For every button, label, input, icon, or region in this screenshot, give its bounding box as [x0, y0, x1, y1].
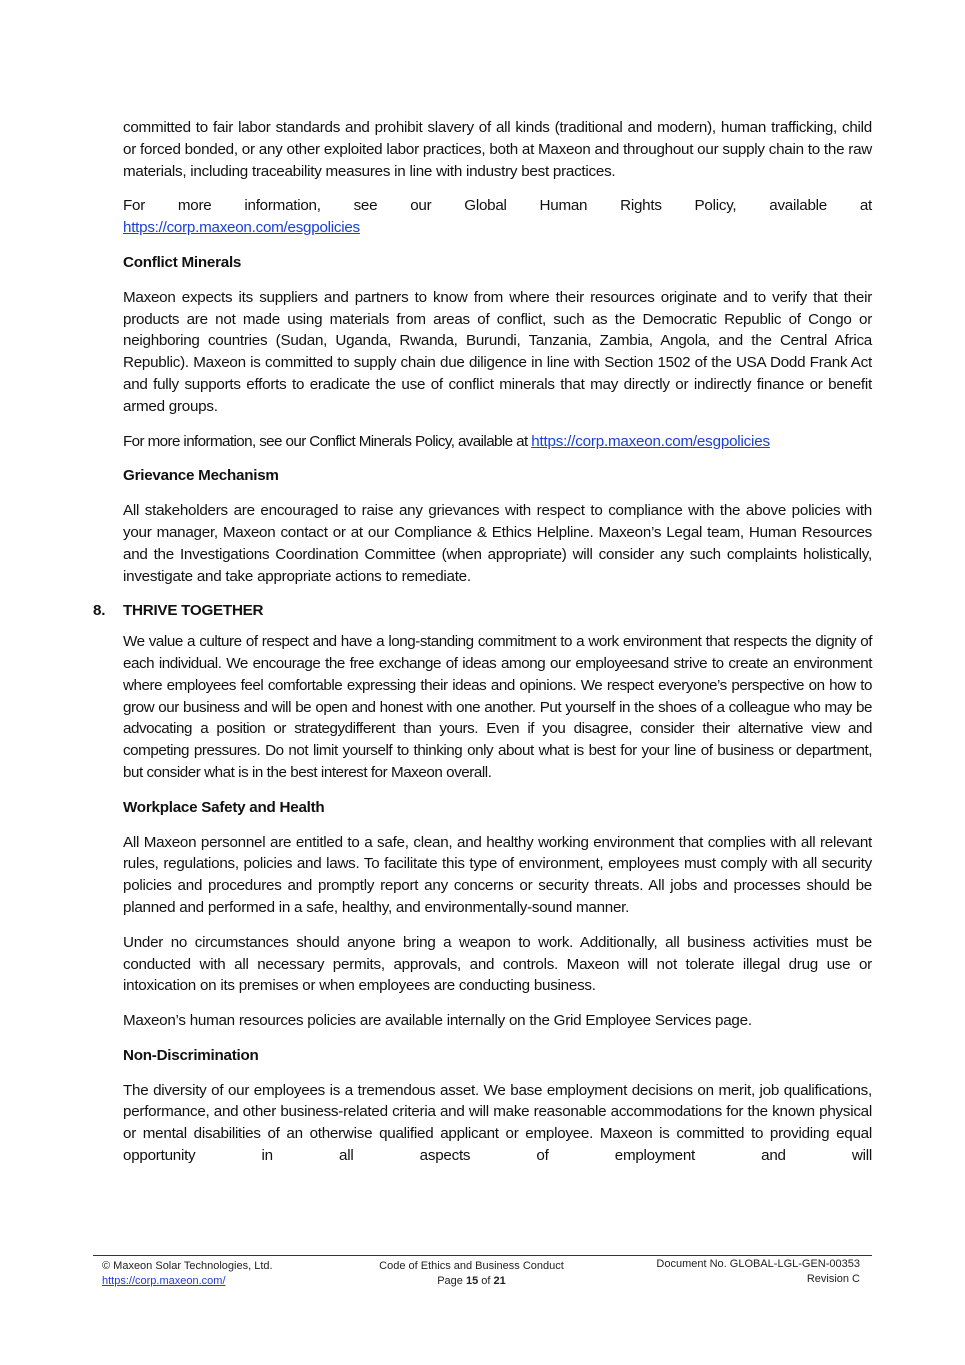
page-footer [93, 1255, 872, 1287]
paragraph-conflict-minerals-policy [123, 431, 872, 453]
conflict-minerals-policy-text: For more information, see our Conflict Minerals Policy, available at [123, 432, 532, 450]
page-body [93, 117, 872, 1180]
human-rights-policy-link[interactable]: https://corp.maxeon.com/esgpolicies [123, 219, 360, 237]
page-of: of [478, 1275, 494, 1287]
footer-right [656, 1257, 860, 1287]
heading-workplace-safety: Workplace Safety and Health [123, 798, 325, 816]
paragraph-hr-policies: Maxeon’s human resources policies are available internally on the Grid Employee Services page. [123, 1012, 752, 1030]
section-title: THRIVE TOGETHER [123, 602, 264, 620]
paragraph-thrive-together: We value a culture of respect and have a long-standing commitment to a work environment that respects the dignity of each individual. We encourage the free exchange of ideas among our employeesand strive to create an environment where employees feel comfortable expressing their ideas and opinions. We respect everyone’s perspective on how to grow our business and will be open and honest with one another. Put yourself in the shoes of a colleague who may be advocating a position or strategydifferent than yours. Even if you disagree, consider their alternative view and competing pressures. Do not limit yourself to thinking only about what is best for your line of business or department, but consider what is in the best interest for Maxeon overall. [123, 633, 872, 781]
conflict-minerals-policy-link[interactable]: https://corp.maxeon.com/esgpolicies [531, 432, 770, 450]
footer-revision: Revision C [806, 1273, 860, 1285]
paragraph-non-discrimination: The diversity of our employees is a tremendous asset. We base employment decisions on merit, job qualifications, performance, and other business-related criteria and will make reasonable accommodations for the known physical or mental disabilities of an otherwise qualified applicant or employee. Maxeon is committed to providing equal opportunity in all aspects of employment and will [123, 1081, 872, 1165]
section-heading-thrive-together [93, 600, 872, 622]
human-rights-policy-text: For more information, see our Global Human Rights Policy, available at [123, 197, 872, 215]
footer-doc-title: Code of Ethics and Business Conduct [379, 1260, 564, 1272]
paragraph-weapons-drugs: Under no circumstances should anyone bring a weapon to work. Additionally, all business activities must be conducted with all necessary permits, approvals, and controls. Maxeon will not tolerate illegal drug use or intoxication on its premises or when employees are conducting business. [123, 933, 872, 995]
page-prefix: Page [437, 1275, 466, 1287]
paragraph-conflict-minerals: Maxeon expects its suppliers and partners to know from where their resources originate and to verify that their products are not made using materials from areas of conflict, such as the Democratic Republic of Congo or neighboring countries (Sudan, Uganda, Rwanda, Burundi, Tanzania, Zambia, Angola, and the Central Africa Republic). Maxeon is committed to supply chain due diligence in line with Section 1502 of the USA Dodd Frank Act and fully supports efforts to eradicate the use of conflict minerals that may directly or indirectly finance or benefit armed groups. [123, 288, 872, 415]
heading-conflict-minerals: Conflict Minerals [123, 253, 242, 271]
paragraph-labor-standards: committed to fair labor standards and prohibit slavery of all kinds (traditional and modern), human trafficking, child or forced bonded, or any other exploited labor practices, both at Maxeon and throughout our supply chain to the raw materials, including traceability measures in line with industry best practices. [123, 119, 872, 180]
footer-copyright: © Maxeon Solar Technologies, Ltd. [102, 1260, 273, 1272]
paragraph-grievance: All stakeholders are encouraged to raise any grievances with respect to compliance with the above policies with your manager, Maxeon contact or at our Compliance & Ethics Helpline. Maxeon’s Legal team, Human Resources and the Investigations Coordination Committee (when appropriate) will consider any such complaints holistically, investigate and take appropriate actions to remediate. [123, 502, 872, 585]
page-total: 21 [493, 1275, 506, 1287]
section-number: 8. [93, 602, 106, 620]
page-current: 15 [465, 1275, 479, 1287]
footer-page-number [379, 1274, 564, 1289]
heading-grievance-mechanism: Grievance Mechanism [123, 467, 279, 485]
footer-website-link[interactable]: https://corp.maxeon.com/ [102, 1275, 226, 1287]
paragraph-safety-environment: All Maxeon personnel are entitled to a safe, clean, and healthy working environment that complies with all relevant rules, regulations, policies and laws. To facilitate this type of environment, employees must comply with all security policies and procedures and promptly report any concerns or security threats. All jobs and processes should be planned and performed in a safe, healthy, and environmentally-sound manner. [123, 833, 872, 916]
footer-doc-number: Document No. GLOBAL-LGL-GEN-00353 [656, 1258, 860, 1270]
paragraph-human-rights-policy [123, 195, 872, 239]
heading-non-discrimination: Non-Discrimination [123, 1046, 259, 1064]
